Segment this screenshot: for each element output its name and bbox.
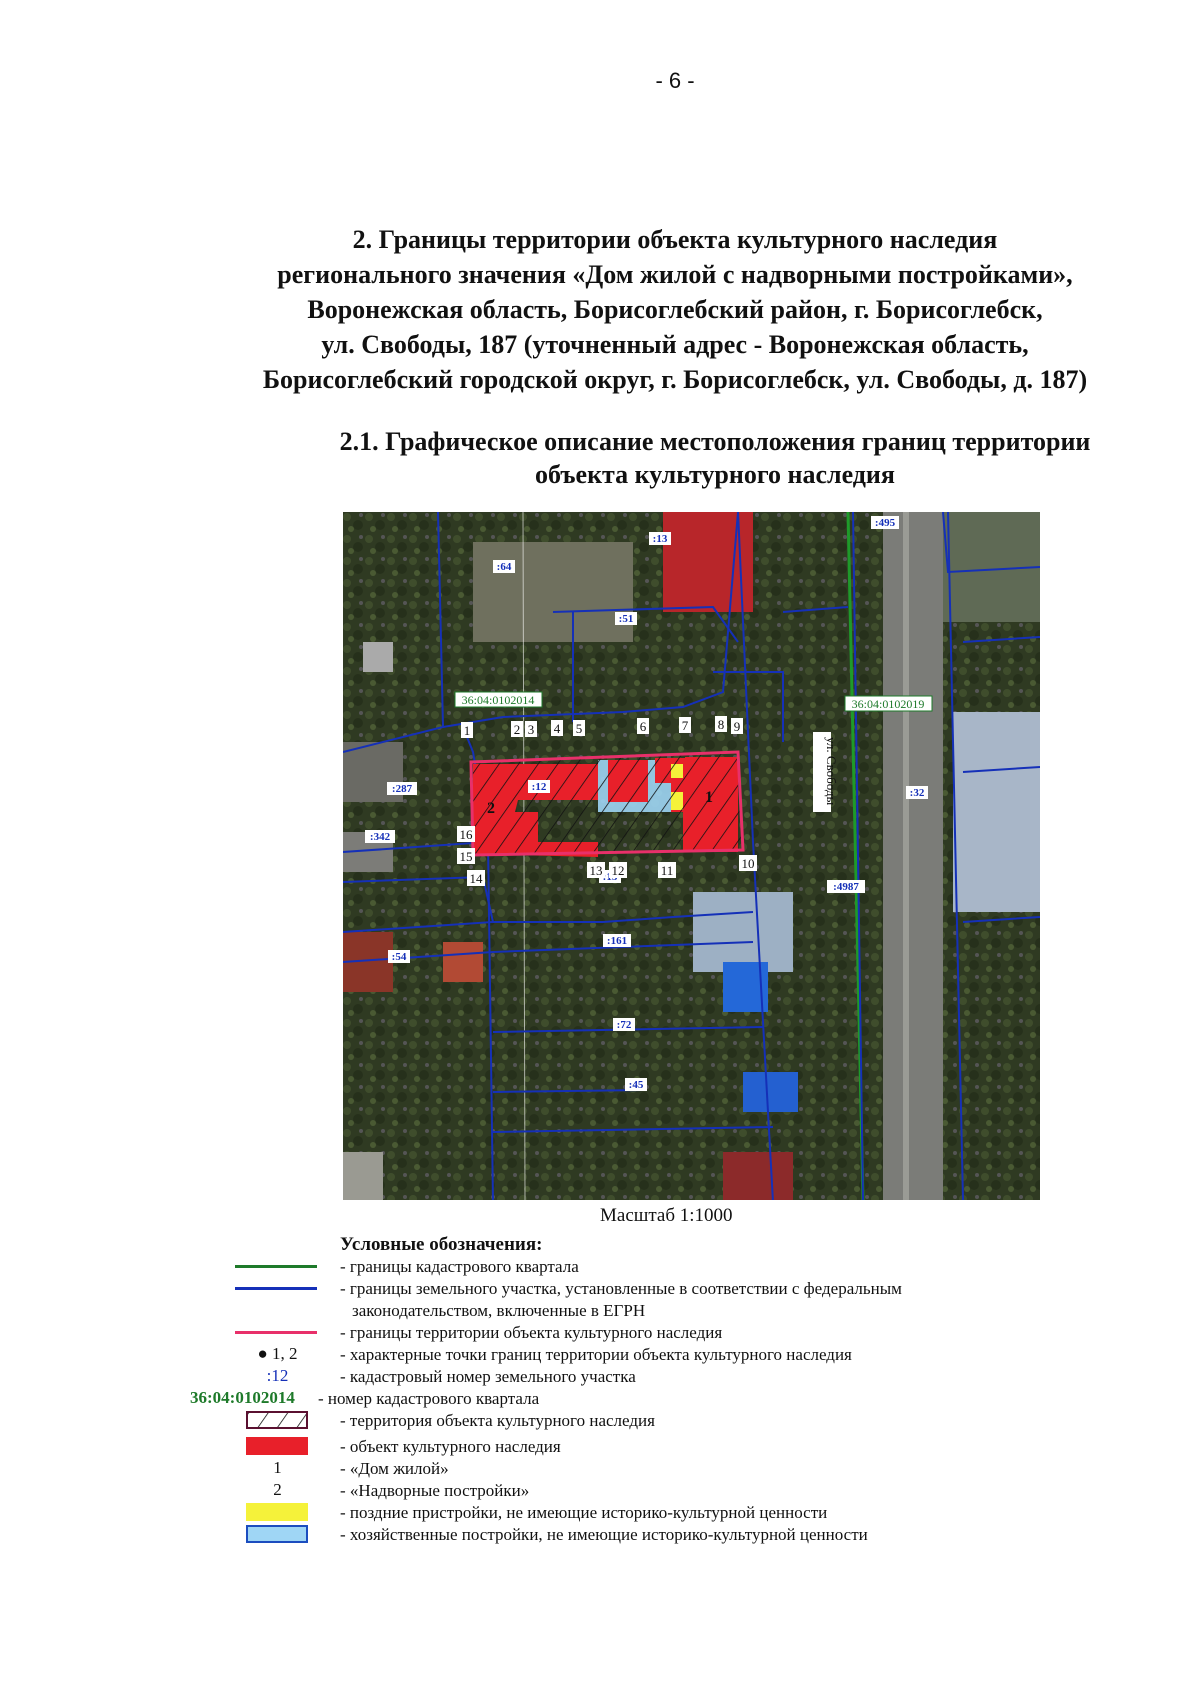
street-road	[883, 512, 943, 1200]
heading-line: Борисоглебский городской округ, г. Борисоглебск, ул. Свободы, д. 187)	[262, 365, 1088, 394]
legend-text: - хозяйственные постройки, не имеющие историко-культурной ценности	[340, 1525, 868, 1544]
legend-text: - объект культурного наследия	[340, 1437, 561, 1456]
parcel-line-symbol	[235, 1287, 317, 1290]
number-symbol: 2	[273, 1480, 282, 1499]
legend-text: - границы земельного участка, установленные в соответствии с федеральным	[340, 1279, 902, 1298]
heading-line: 2. Границы территории объекта культурного наследия	[352, 225, 998, 254]
roof	[903, 512, 909, 1200]
point-label: 6	[639, 719, 647, 734]
heading-line: ул. Свободы, 187 (уточненный адрес - Воронежская область,	[321, 330, 1029, 359]
parcel-label: :54	[391, 951, 407, 963]
point-label: 1	[463, 723, 471, 738]
subsection-heading	[285, 425, 1145, 491]
point-label: 4	[553, 721, 561, 736]
heading-line: Воронежская область, Борисоглебский район, г. Борисоглебск,	[307, 295, 1043, 324]
outbuildings-symbol	[246, 1525, 308, 1543]
legend-text: - территория объекта культурного наследия	[340, 1411, 655, 1430]
street-label	[813, 732, 839, 812]
map-scale: Масштаб 1:1000	[600, 1205, 733, 1226]
building-number: 2	[487, 800, 495, 817]
legend-row	[200, 1410, 1100, 1432]
legend-text: - характерные точки границ территории объекта культурного наследия	[340, 1345, 852, 1364]
cadastral-map	[343, 512, 1040, 1200]
roof	[443, 942, 483, 982]
subheading-line: объекта культурного наследия	[535, 460, 895, 489]
point-label: 5	[575, 721, 583, 736]
late-additions-symbol	[246, 1503, 308, 1521]
legend-text: - границы территории объекта культурного наследия	[340, 1323, 723, 1342]
legend-row	[200, 1344, 1100, 1366]
legend-text: - номер кадастрового квартала	[318, 1389, 540, 1408]
parcel-label: :495	[874, 517, 896, 529]
legend-text: - границы кадастрового квартала	[340, 1257, 579, 1276]
parcel-label: :4987	[833, 881, 859, 893]
point-label: 9	[733, 719, 741, 734]
subheading-line: 2.1. Графическое описание местоположения границ территории	[339, 427, 1091, 456]
quarter-line-symbol	[235, 1265, 317, 1268]
point-label: 13	[589, 863, 603, 878]
legend-text: - поздние пристройки, не имеющие историко-культурной ценности	[340, 1503, 828, 1522]
parcel-label: :32	[909, 787, 925, 799]
roof	[953, 712, 1040, 912]
point-label: 10	[741, 856, 755, 871]
heritage-territory	[471, 752, 743, 857]
roof	[343, 1152, 383, 1200]
legend-row	[200, 1458, 1100, 1480]
parcel-label: :51	[618, 613, 634, 625]
parcel-label: :13	[652, 533, 668, 545]
legend-title: Условные обозначения:	[340, 1234, 543, 1255]
legend-text: - «Дом жилой»	[340, 1459, 449, 1478]
parcel-label: :12	[531, 781, 547, 793]
parcel-label: :72	[616, 1019, 632, 1031]
legend-text: - «Надворные постройки»	[340, 1481, 530, 1500]
point-label: 12	[611, 863, 625, 878]
roof	[363, 642, 393, 672]
point-label: 11	[660, 863, 674, 878]
heritage-object-symbol	[246, 1437, 308, 1455]
heritage-hatch	[471, 752, 743, 855]
quarter-label: 36:04:0102014	[461, 693, 535, 707]
parcel-label: :161	[606, 935, 628, 947]
heritage-line-symbol	[235, 1331, 317, 1334]
point-label: 14	[469, 871, 483, 886]
quarter-number-symbol: 36:04:0102014	[190, 1388, 295, 1407]
parcel-number-symbol: :12	[266, 1366, 289, 1385]
roof	[693, 892, 793, 972]
legend-row	[200, 1524, 1100, 1546]
legend-row	[200, 1436, 1100, 1458]
quarter-label: 36:04:0102019	[851, 697, 925, 711]
point-label: 3	[527, 722, 535, 737]
roof	[473, 542, 633, 642]
parcel-label: :64	[496, 561, 512, 573]
roof	[723, 1152, 793, 1200]
legend-text: - кадастровый номер земельного участка	[340, 1367, 636, 1386]
hatch-symbol	[246, 1411, 308, 1429]
section-heading	[215, 222, 1135, 397]
page-number: - 6 -	[655, 68, 695, 93]
street-name: ул. Свободы	[824, 737, 839, 806]
point-label: 8	[717, 717, 725, 732]
legend-row	[200, 1278, 1100, 1300]
point-label: 16	[459, 827, 473, 842]
legend-row	[200, 1322, 1100, 1344]
building-number: 1	[705, 789, 713, 806]
legend-row	[200, 1480, 1100, 1502]
parcel-label: :287	[391, 783, 413, 795]
point-label: 7	[681, 718, 689, 733]
parcel-label: :45	[628, 1079, 644, 1091]
legend-row	[200, 1300, 1100, 1322]
point-symbol: ● 1, 2	[257, 1344, 298, 1363]
legend-row	[190, 1388, 1100, 1410]
legend-row	[200, 1366, 1100, 1388]
point-label: 2	[513, 722, 521, 737]
legend-row	[200, 1502, 1100, 1524]
heading-line: регионального значения «Дом жилой с надворными постройками»,	[277, 260, 1073, 289]
roof	[743, 1072, 798, 1112]
point-label: 15	[459, 849, 473, 864]
legend-row	[200, 1256, 1100, 1278]
parcel-label: :342	[369, 831, 391, 843]
number-symbol: 1	[273, 1458, 282, 1477]
legend-text: законодательством, включенные в ЕГРН	[352, 1301, 646, 1320]
